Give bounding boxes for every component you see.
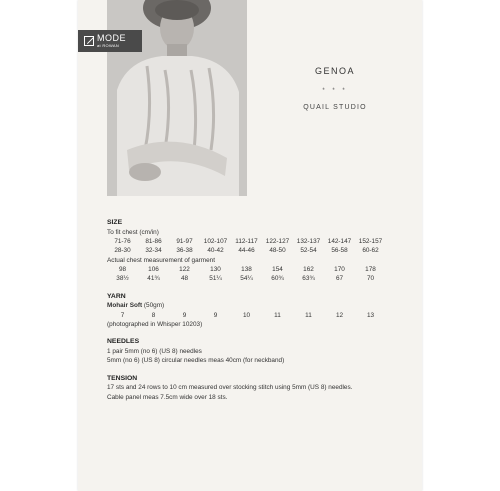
size-cell: 40-42 [207, 247, 224, 255]
actual-cm-row [107, 265, 407, 274]
size-cell: 28-30 [114, 247, 131, 255]
size-cell: 70 [366, 275, 375, 283]
ball-count-cell: 8 [151, 311, 156, 319]
size-cell: 142-147 [327, 238, 352, 246]
pattern-details [107, 218, 407, 402]
brand-logo [78, 30, 142, 52]
title-block [290, 66, 380, 111]
size-cell: 154 [272, 265, 283, 273]
ball-count-cell: 12 [335, 311, 344, 319]
size-cell: 122-127 [265, 238, 290, 246]
size-cell: 52-54 [300, 247, 317, 255]
ball-count-cell: 7 [120, 311, 125, 319]
logo-mark-icon [84, 36, 94, 46]
ball-count-cell: 11 [305, 311, 312, 319]
yarn-name: Mohair Soft [107, 302, 143, 310]
size-cell: 138 [241, 265, 252, 273]
size-heading: SIZE [107, 219, 123, 226]
size-cell: 81-86 [145, 238, 162, 246]
fit-cm-row [107, 237, 407, 246]
size-cell: 51¼ [209, 275, 222, 283]
size-cell: 122 [179, 265, 190, 273]
size-cell: 106 [148, 265, 159, 273]
size-cell: 112-117 [235, 238, 258, 246]
needles-heading: NEEDLES [107, 338, 140, 346]
actual-in-row [107, 274, 407, 283]
photographed-note: (photographed in Whisper 10203) [107, 320, 203, 328]
yarn-line [107, 301, 407, 310]
size-cell: 67 [335, 275, 344, 283]
yarn-heading: YARN [107, 292, 126, 300]
size-cell: 56-58 [331, 247, 348, 255]
size-cell: 132-137 [296, 238, 321, 246]
ball-count-cell: 9 [182, 311, 187, 319]
size-cell: 44-46 [238, 247, 255, 255]
needles-line-2: 5mm (no 6) (US 8) circular needles meas 40cm (for neckband) [107, 357, 285, 365]
yarn-balls-row [107, 311, 407, 320]
pattern-title: GENOA [314, 66, 355, 76]
size-cell: 41¾ [147, 275, 160, 283]
size-cell: 60-62 [362, 247, 379, 255]
size-cell: 48-50 [269, 247, 286, 255]
size-cell: 102-107 [203, 238, 228, 246]
size-cell: 91-97 [176, 238, 193, 246]
size-cell: 48 [180, 275, 189, 283]
size-cell: 178 [365, 265, 376, 273]
brand-name: MODE [97, 33, 126, 43]
brand-subtitle: at ROWAN [97, 43, 120, 48]
ball-count-cell: 11 [274, 311, 281, 319]
yarn-weight: (50gm) [142, 302, 165, 310]
size-cell: 38½ [116, 275, 129, 283]
size-cell: 36-38 [176, 247, 193, 255]
fit-chest-label: To fit chest (cm/in) [107, 228, 159, 236]
size-cell: 98 [118, 265, 127, 273]
size-cell: 170 [334, 265, 345, 273]
tension-line-1: 17 sts and 24 rows to 10 cm measured over stocking stitch using 5mm (US 8) needles. [107, 384, 353, 392]
tension-heading: TENSION [107, 374, 138, 382]
actual-chest-label: Actual chest measurement of garment [107, 256, 215, 264]
designer-name: QUAIL STUDIO [303, 104, 367, 111]
needles-line-1: 1 pair 5mm (no 6) (US 8) needles [107, 348, 202, 356]
title-divider: * * * [322, 88, 348, 94]
size-cell: 63¾ [302, 275, 315, 283]
size-cell: 32-34 [145, 247, 162, 255]
size-cell: 162 [303, 265, 314, 273]
size-cell: 130 [210, 265, 221, 273]
fit-in-row [107, 246, 407, 255]
size-cell: 60¾ [271, 275, 284, 283]
tension-line-2: Cable panel meas 7.5cm wide over 18 sts. [107, 393, 228, 401]
ball-count-cell: 13 [366, 311, 375, 319]
size-cell: 152-157 [358, 238, 383, 246]
size-cell: 71-76 [114, 238, 131, 246]
size-cell: 54¼ [240, 275, 253, 283]
ball-count-cell: 9 [213, 311, 218, 319]
ball-count-cell: 10 [242, 311, 251, 319]
